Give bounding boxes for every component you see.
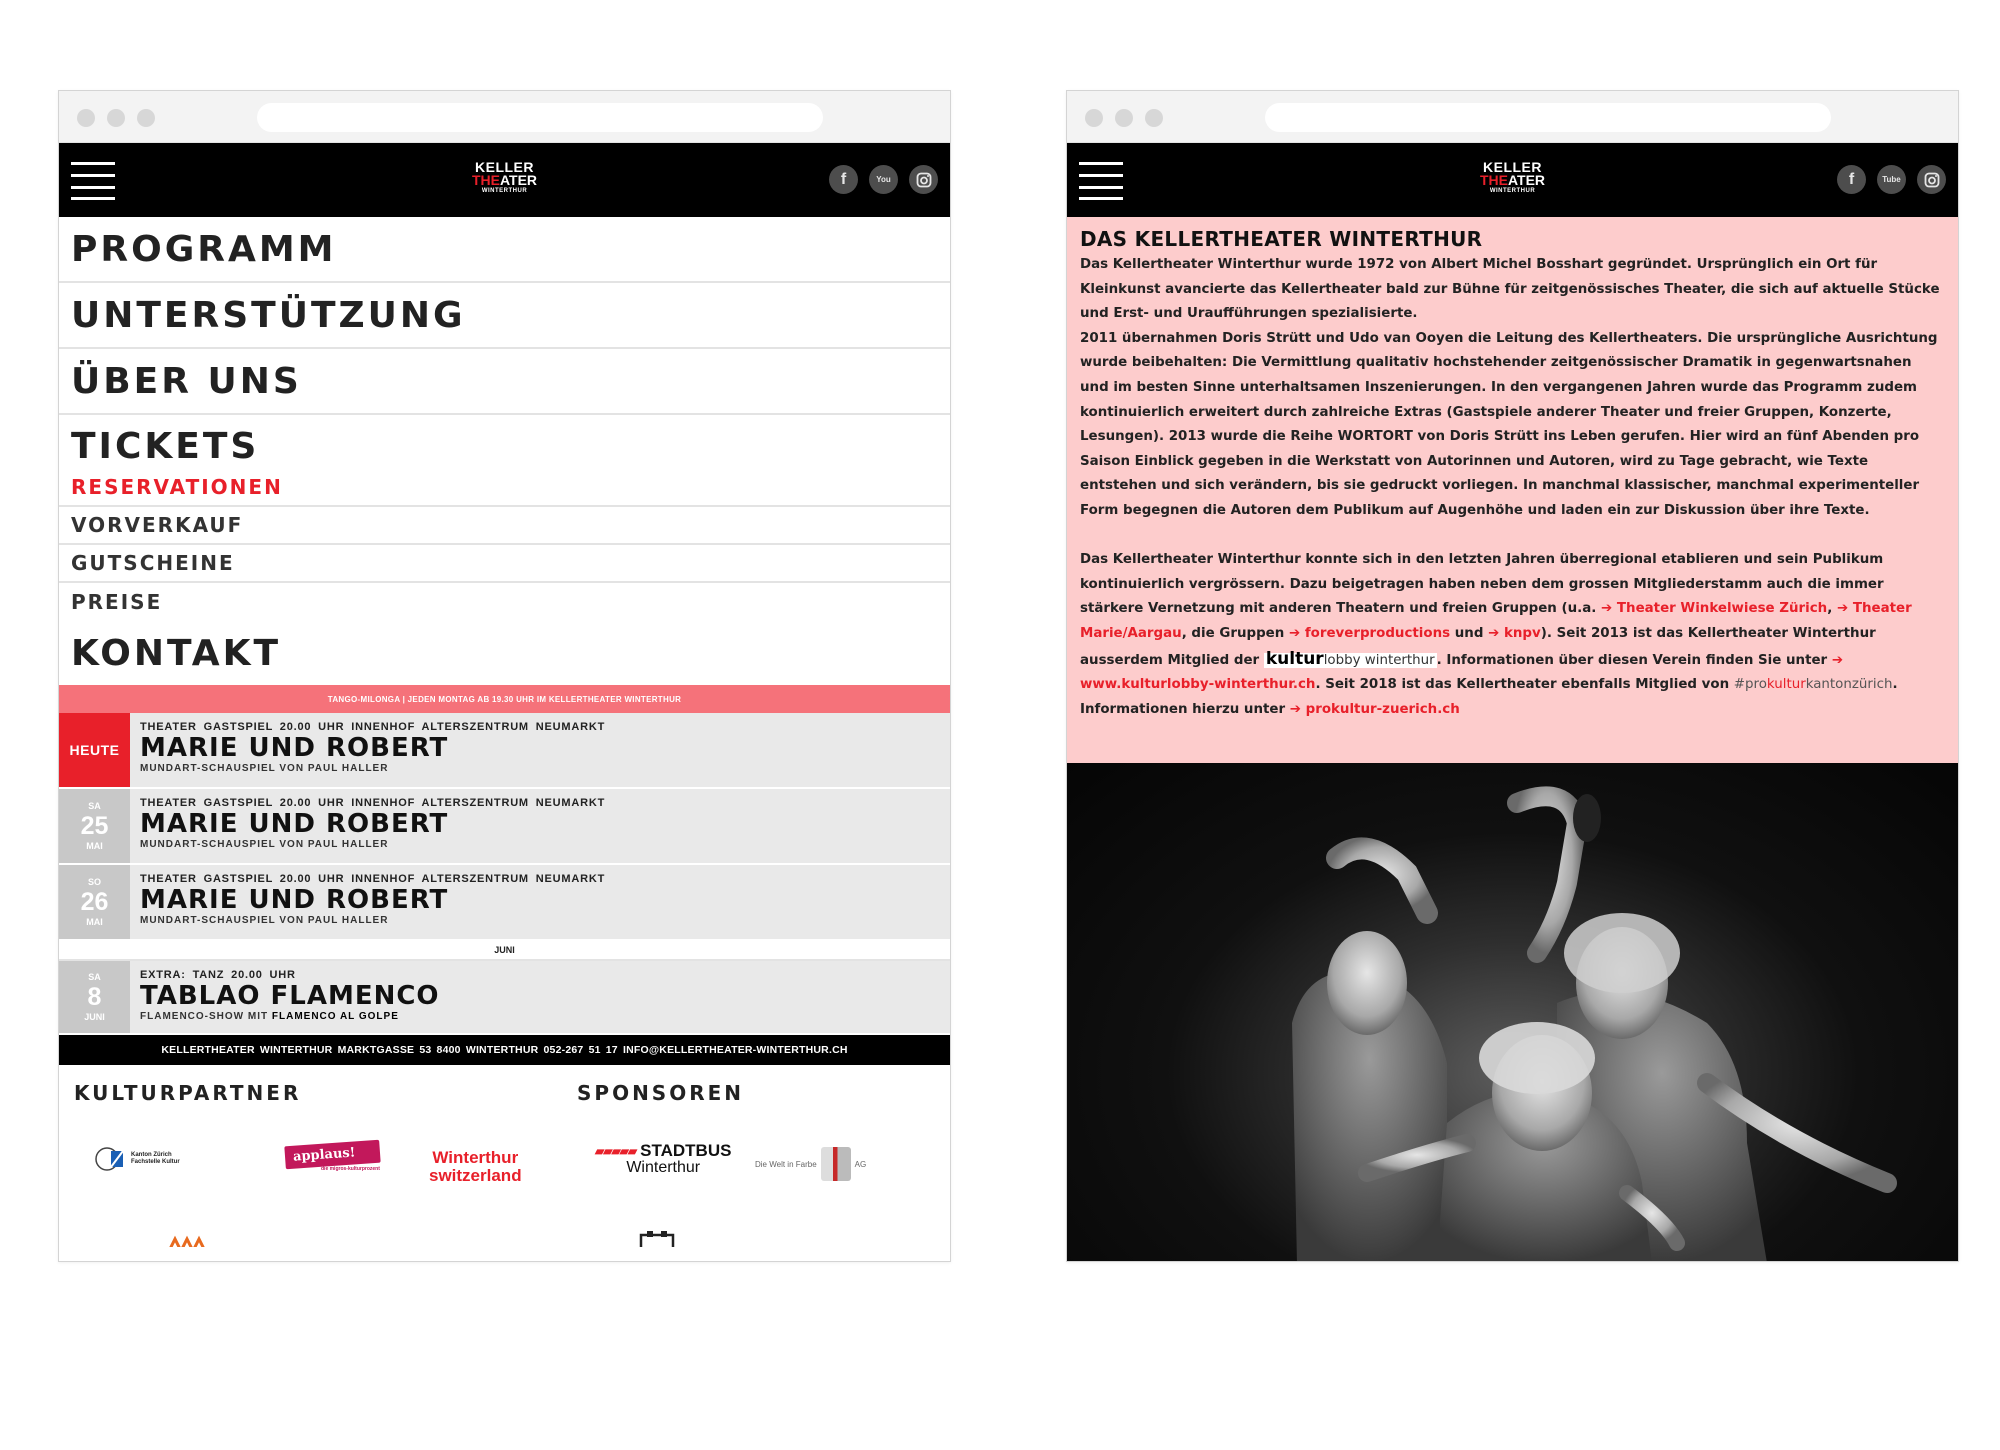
winterthur-switzerland-logo[interactable]: Winterthur switzerland [429, 1148, 522, 1185]
date-badge: SO 26 MAI [59, 865, 130, 939]
event-row[interactable] [59, 961, 950, 1035]
date-badge: SA 25 MAI [59, 789, 130, 863]
browser-chrome [59, 91, 950, 143]
browser-window-right [1066, 90, 1959, 1262]
event-subtitle: MUNDART-SCHAUSPIEL VON PAUL HALLER [140, 839, 389, 850]
event-subtitle: MUNDART-SCHAUSPIEL VON PAUL HALLER [140, 915, 389, 926]
site-header [59, 143, 950, 217]
sponsor-logo-partial[interactable] [637, 1229, 677, 1247]
event-title[interactable]: MARIE UND ROBERT [140, 885, 449, 915]
window-maximize-dot[interactable] [137, 109, 155, 127]
site-header [1067, 143, 1958, 217]
facebook-icon[interactable]: f [829, 165, 858, 194]
stadtbus-logo[interactable]: ▰▰▰▰▰ STADTBUS Winterthur [595, 1141, 732, 1176]
welt-in-farbe-logo[interactable]: Die Welt in Farbe AG [755, 1147, 866, 1181]
performers-silhouette-image [1067, 763, 1958, 1262]
nav-programm[interactable]: PROGRAMM [59, 217, 950, 283]
youtube-icon[interactable]: You [869, 165, 898, 194]
applaus-logo[interactable]: applaus! die migros-kulturprozent [285, 1143, 380, 1172]
social-links [829, 165, 938, 194]
contact-footer: KELLERTHEATER WINTERTHUR MARKTGASSE 53 8400 WINTERTHUR 052-267 51 17 INFO@KELLERTHEATER-WINTERTHUR.CH [59, 1035, 950, 1065]
about-paragraph-3: Das Kellertheater Winterthur konnte sich in den letzten Jahren überregional etablieren und sein Publikum kontinuierlich vergrössern. Dazu beigetragen haben neben dem grossen Mitgliederstamm auch die immer stärkere Vernetzung mit anderen Theatern und freien Gruppen (u.a. ➔ Theater Winkelwiese Zürich, ➔ Theater Marie/Aargau, die Gruppen ➔ foreverproductions und ➔ knpv). Seit 2013 ist das Kellertheater Winterthur ausserdem Mitglied der kulturlobby winterthur . Informationen über diesen Verein finden Sie unter ➔ www.kulturlobby-winterthur.ch. Seit 2018 ist das Kellertheater ebenfalls Mitglied von #prokulturkantonzürich. Informationen hierzu unter ➔ prokultur-zuerich.ch [1080, 552, 1912, 717]
prokultur-logo[interactable]: #prokulturkantonzürich [1733, 677, 1893, 693]
event-row[interactable] [59, 789, 950, 865]
kulturlobby-logo[interactable]: kulturlobby winterthur [1265, 648, 1435, 669]
kulturpartner-heading: KULTURPARTNER [74, 1081, 302, 1105]
address-bar[interactable] [1265, 103, 1831, 132]
social-links [1837, 165, 1946, 194]
address-bar[interactable] [257, 103, 823, 132]
event-meta: EXTRA: TANZ 20.00 UHR [140, 969, 296, 981]
about-section [1067, 217, 1958, 763]
partners-section [59, 1065, 950, 1255]
about-title: DAS KELLERTHEATER WINTERTHUR [1080, 227, 1483, 251]
site-logo[interactable]: KELLER THEATER WINTERTHUR [1479, 159, 1546, 194]
nav-ueber-uns[interactable]: ÜBER UNS [59, 349, 950, 415]
month-separator: JUNI [59, 941, 950, 961]
link-prokultur[interactable]: ➔ prokultur-zuerich.ch [1289, 701, 1460, 717]
facebook-icon[interactable]: f [1837, 165, 1866, 194]
youtube-icon[interactable]: Tube [1877, 165, 1906, 194]
window-minimize-dot[interactable] [107, 109, 125, 127]
hamburger-menu-icon[interactable] [71, 161, 115, 199]
nav-tickets[interactable]: TICKETS [71, 426, 260, 467]
lion-icon [95, 1143, 127, 1175]
event-subtitle: MUNDART-SCHAUSPIEL VON PAUL HALLER [140, 763, 389, 774]
site-logo[interactable]: KELLER THEATER WINTERTHUR [471, 159, 538, 194]
partner-logo-partial[interactable] [167, 1233, 211, 1247]
nav-sub-vorverkauf[interactable]: VORVERKAUF [59, 507, 950, 545]
link-theater-marie[interactable]: ➔ Theater Marie/Aargau [1080, 601, 1912, 641]
instagram-icon[interactable] [909, 165, 938, 194]
ensemble-photo [1067, 763, 1958, 1262]
browser-window-left [58, 90, 951, 1262]
instagram-icon[interactable] [1917, 165, 1946, 194]
event-meta: THEATER GASTSPIEL 20.00 UHR INNENHOF ALTERSZENTRUM NEUMARKT [140, 797, 606, 809]
hamburger-menu-icon[interactable] [1079, 161, 1123, 199]
announcement-banner[interactable]: TANGO-MILONGA | JEDEN MONTAG AB 19.30 UHR IM KELLERTHEATER WINTERTHUR [59, 685, 950, 713]
nav-unterstuetzung[interactable]: UNTERSTÜTZUNG [59, 283, 950, 349]
event-row[interactable] [59, 713, 950, 789]
window-minimize-dot[interactable] [1115, 109, 1133, 127]
kanton-zuerich-logo[interactable]: Kanton Zürich Fachstelle Kultur [95, 1143, 180, 1175]
farbe-icon [821, 1147, 851, 1181]
link-winkelwiese[interactable]: ➔ Theater Winkelwiese Zürich [1601, 601, 1828, 617]
main-nav [59, 217, 950, 685]
sponsoren-heading: SPONSOREN [577, 1081, 745, 1105]
event-meta: THEATER GASTSPIEL 20.00 UHR INNENHOF ALTERSZENTRUM NEUMARKT [140, 873, 606, 885]
date-badge: SA 8 JUNI [59, 961, 130, 1033]
nav-sub-gutscheine[interactable]: GUTSCHEINE [59, 545, 950, 583]
event-subtitle: FLAMENCO-SHOW MIT FLAMENCO AL GOLPE [140, 1011, 399, 1022]
link-knpv[interactable]: ➔ knpv [1488, 625, 1541, 641]
event-title[interactable]: MARIE UND ROBERT [140, 733, 449, 763]
browser-chrome [1067, 91, 1958, 143]
about-paragraph-1: Das Kellertheater Winterthur wurde 1972 von Albert Michel Bosshart gegründet. Ursprünglich ein Ort für Kleinkunst avancierte das Kellertheater bald zur Bühne für zeitgenössisches Theater, die sich auf aktuelle Stücke und Erst- und Uraufführungen spezialisierte. [1080, 257, 1940, 322]
event-title[interactable]: MARIE UND ROBERT [140, 809, 449, 839]
nav-sub-preise[interactable]: PREISE [71, 590, 163, 614]
window-close-dot[interactable] [77, 109, 95, 127]
event-row[interactable] [59, 865, 950, 941]
date-badge-today: HEUTE [59, 713, 130, 787]
event-meta: THEATER GASTSPIEL 20.00 UHR INNENHOF ALTERSZENTRUM NEUMARKT [140, 721, 606, 733]
nav-sub-reservationen[interactable]: RESERVATIONEN [59, 469, 950, 507]
event-title[interactable]: TABLAO FLAMENCO [140, 981, 440, 1011]
link-kulturlobby[interactable]: ➔ www.kulturlobby-winterthur.ch [1080, 652, 1844, 693]
nav-kontakt[interactable]: KONTAKT [71, 632, 282, 674]
about-paragraph-2: 2011 übernahmen Doris Strütt und Udo van Ooyen die Leitung des Kellertheaters. Die ursprüngliche Ausrichtung wurde beibehalten: Die Vermittlung qualitativ hochstehender zeitgenössischer Dramatik in gegenwartsnahen und im besten Sinne unterhaltsamen Inszenierungen. In den vergangenen Jahren wurde das Programm zudem kontinuierlich erweitert durch zahlreiche Extras (Gastspiele anderer Theater und freier Gruppen, Konzerte, Lesungen). 2013 wurde die Reihe WORTORT von Doris Strütt ins Leben gerufen. Hier wird an fünf Abenden pro Saison Einblick gegeben in die Werkstatt von Autorinnen und Autoren, wird zu Tage gebracht, wie Texte entstehen und sich verändern, bis sie gedruckt vorliegen. In manchmal klassischer, manchmal experimenteller Form begegnen die Autoren dem Publikum auf Augenhöhe und laden ein zur Diskussion über ihre Texte. [1080, 330, 1938, 518]
window-maximize-dot[interactable] [1145, 109, 1163, 127]
link-foreverproductions[interactable]: ➔ foreverproductions [1288, 625, 1451, 641]
window-close-dot[interactable] [1085, 109, 1103, 127]
